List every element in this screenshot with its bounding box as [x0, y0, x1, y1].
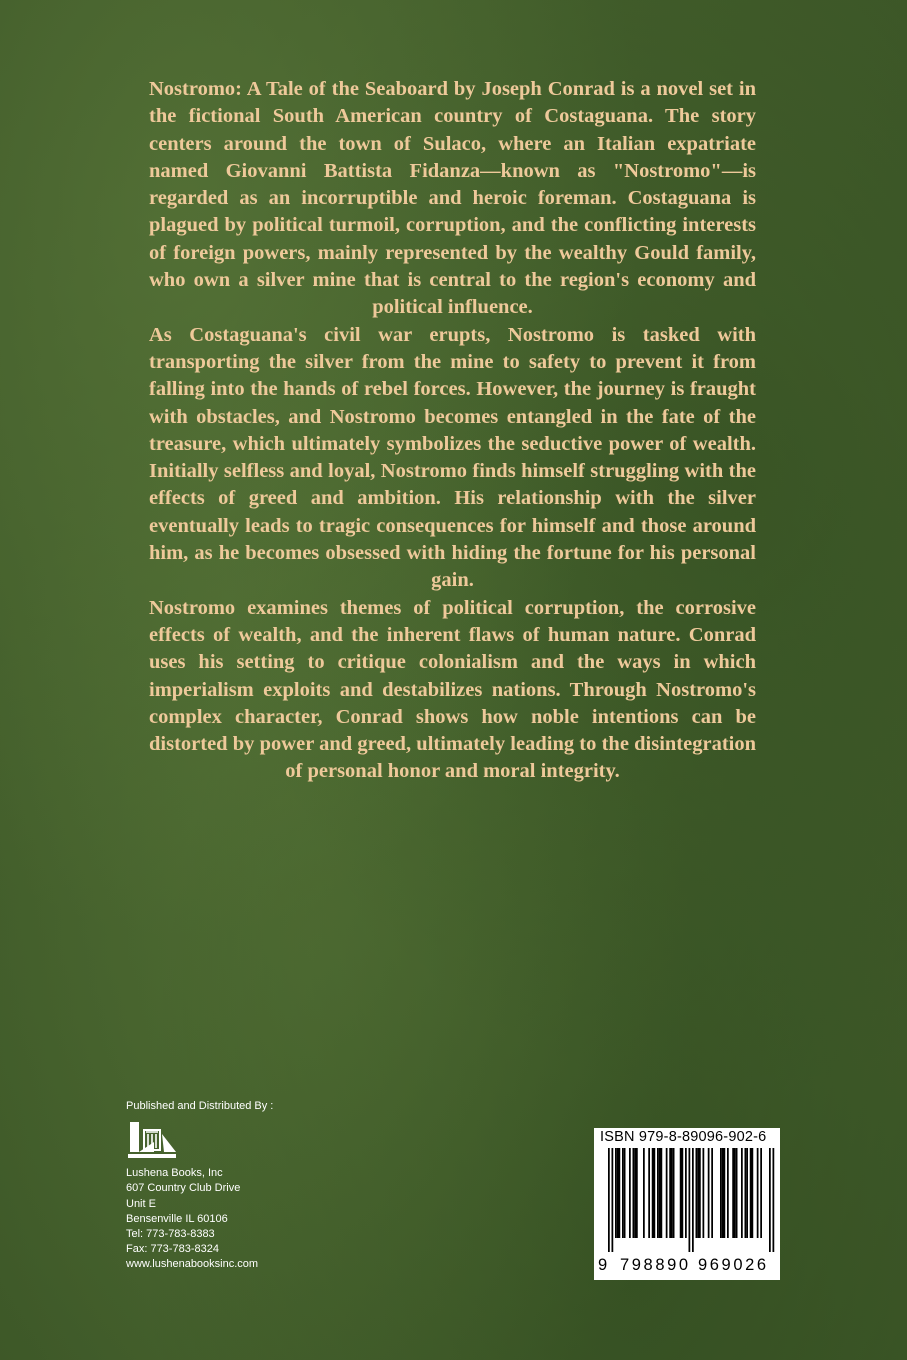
isbn-barcode	[594, 1128, 780, 1280]
isbn-label: ISBN 979-8-89096-902-6	[600, 1129, 767, 1145]
book-description	[149, 76, 756, 786]
publisher-info	[126, 1099, 386, 1273]
barcode-bar	[673, 1148, 675, 1238]
barcode-bar	[689, 1148, 691, 1252]
description-paragraph-3: Nostromo examines themes of political corruption, the corrosive effects of wealth, and the inherent flaws of human nature. Conrad uses his setting to critique colonialism and the ways in which imperialism exploits and destabilizes nations. Through Nostromo's complex character, Conrad shows how noble intentions can be distorted by power and greed, ultimately leading to the disintegration of personal honor and moral integrity.	[149, 596, 756, 783]
barcode-digits-left: 798890	[620, 1256, 691, 1274]
barcode-bar	[654, 1148, 656, 1238]
barcode-bar	[643, 1148, 645, 1238]
barcode-bar	[703, 1148, 705, 1238]
barcode-bar	[617, 1148, 619, 1238]
barcode-digits	[594, 1256, 780, 1278]
barcode-bar	[622, 1148, 624, 1238]
publisher-heading: Published and Distributed By :	[126, 1100, 274, 1112]
barcode-bar	[752, 1148, 754, 1238]
description-paragraph-1: Nostromo: A Tale of the Seaboard by Joseph Conrad is a novel set in the fictional South American country of Costaguana. The story centers around the town of Sulaco, where an Italian expatriate named Giovanni Battista Fidanza—known as "Nostromo"—is regarded as an incorruptible and heroic foreman. Costaguana is plagued by political turmoil, corruption, and the conflicting interests of foreign powers, mainly represented by the wealthy Gould family, who own a silver mine that is central to the region's economy and political influence.	[149, 78, 756, 319]
barcode-bar	[722, 1148, 724, 1238]
barcode-bar	[724, 1148, 726, 1238]
barcode-bar	[629, 1148, 631, 1238]
barcode-bar	[760, 1148, 762, 1238]
barcode-bar	[711, 1148, 713, 1238]
barcode-bar	[685, 1148, 687, 1238]
barcode-bar	[696, 1148, 698, 1238]
barcode-bar	[708, 1148, 710, 1238]
barcode-bar	[741, 1148, 743, 1238]
barcode-bar	[745, 1148, 747, 1238]
publisher-fax: Fax: 773-783-8324	[126, 1243, 219, 1256]
barcode-bar	[757, 1148, 759, 1238]
barcode-bar	[666, 1148, 668, 1238]
description-paragraph-2: As Costaguana's civil war erupts, Nostromo is tasked with transporting the silver from the mine to safety to prevent it from falling into the hands of rebel forces. However, the journey is fraught with obstacles, and Nostromo becomes entangled in the fate of the treasure, which ultimately symbolizes the seductive power of wealth. Initially selfless and loyal, Nostromo finds himself struggling with the effects of greed and ambition. His relationship with the silver eventually leads to tragic consequences for himself and those around him, as he becomes obsessed with hiding the fortune for his personal gain.	[149, 323, 756, 592]
barcode-bar	[680, 1148, 682, 1238]
publisher-telephone: Tel: 773-783-8383	[126, 1228, 215, 1241]
barcode-bar	[612, 1148, 614, 1252]
barcode-bar	[699, 1148, 701, 1238]
barcode-bar	[697, 1148, 699, 1238]
publisher-website: www.lushenabooksinc.com	[126, 1258, 259, 1271]
barcode-bar	[652, 1148, 654, 1238]
barcode-bar	[633, 1148, 635, 1238]
barcode-bar	[659, 1148, 661, 1238]
barcode-bar	[746, 1148, 748, 1238]
barcode-digits-right: 969026	[698, 1256, 769, 1274]
barcode-bar	[657, 1148, 659, 1238]
barcode-bar	[734, 1148, 736, 1238]
barcode-bar	[750, 1148, 752, 1238]
barcode-bar	[634, 1148, 636, 1238]
publisher-address-line1: 607 Country Club Drive	[126, 1182, 241, 1195]
barcode-bar	[669, 1148, 671, 1238]
barcode-bar	[720, 1148, 722, 1238]
barcode-bar	[671, 1148, 673, 1238]
barcode-bar	[608, 1148, 610, 1252]
barcode-bar	[692, 1148, 694, 1252]
barcode-bar	[624, 1148, 626, 1238]
barcode-bar	[661, 1148, 663, 1238]
barcode-bar	[769, 1148, 771, 1252]
barcode-digit-lead: 9	[598, 1256, 608, 1274]
barcode-bar	[773, 1148, 775, 1252]
barcode-bar	[732, 1148, 734, 1238]
barcode-bar	[636, 1148, 638, 1238]
publisher-city-state-zip: Bensenville IL 60106	[126, 1212, 228, 1225]
barcode-bar	[682, 1148, 684, 1238]
publisher-name: Lushena Books, Inc	[126, 1167, 223, 1180]
barcode-bar	[736, 1148, 738, 1238]
barcode-bar	[619, 1148, 621, 1238]
lushena-books-logo-icon	[126, 1120, 178, 1162]
barcode-bar	[648, 1148, 650, 1238]
barcode-bar	[727, 1148, 729, 1238]
barcode-bar	[615, 1148, 617, 1238]
publisher-address-line2: Unit E	[126, 1197, 156, 1210]
